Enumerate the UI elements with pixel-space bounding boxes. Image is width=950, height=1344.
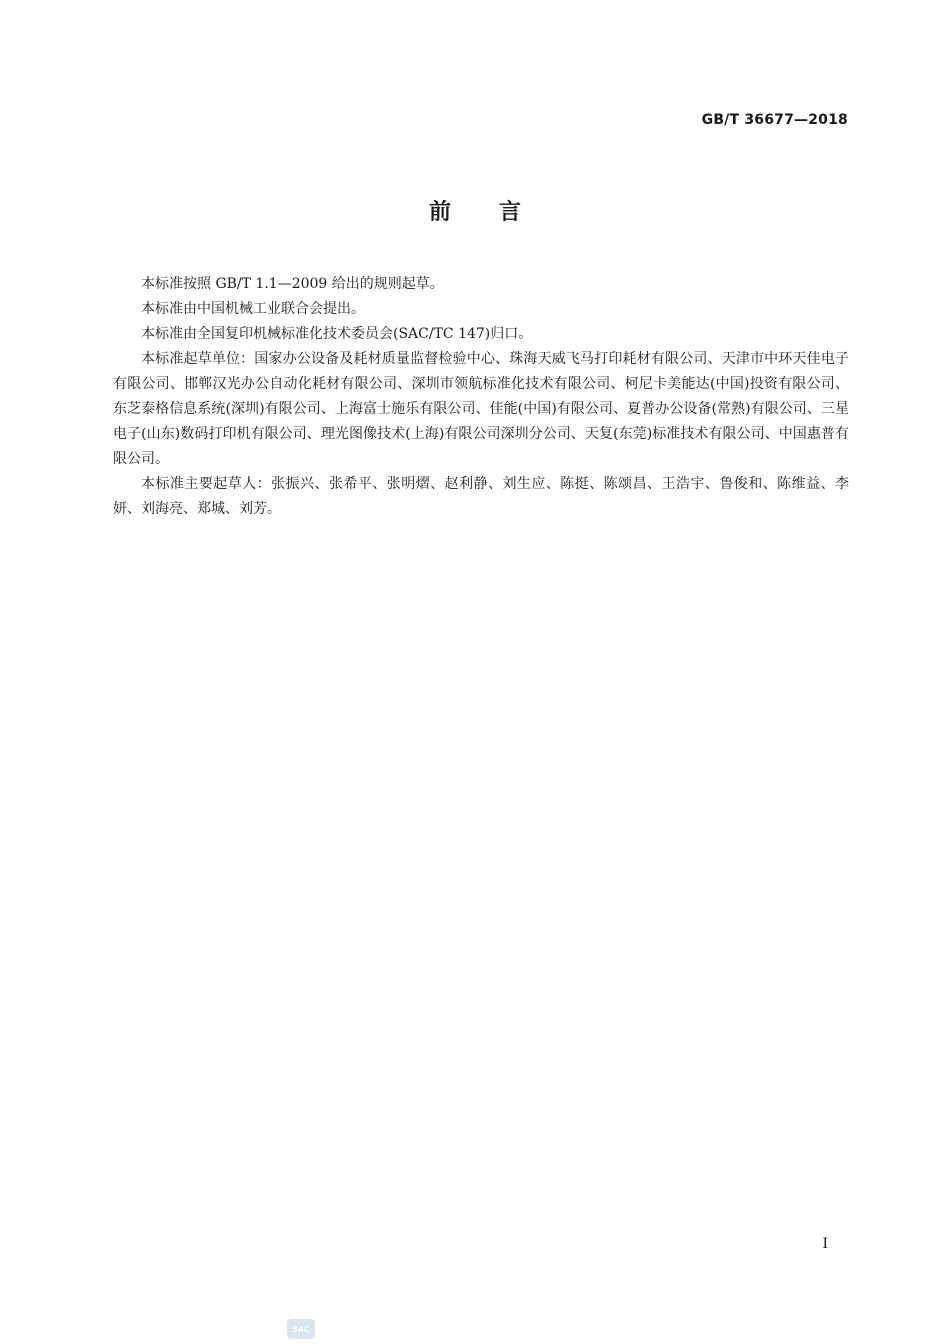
page-title: 前言 [428,200,569,225]
paragraph-proposer: 本标准由中国机械工业联合会提出。 [141,301,365,317]
paragraph-drafting-rules: 本标准按照 GB/T 1.1—2009 给出的规则起草。 [141,276,444,292]
sac-watermark-logo: SAC [287,1319,315,1339]
foreword-body [113,272,849,522]
paragraph-drafters: 本标准主要起草人：张振兴、张希平、张明熠、赵利静、刘生应、陈挺、陈颂昌、王浩宇、鲁俊和、陈维益、李妍、刘海亮、郑城、刘芳。 [113,476,849,517]
page-number: I [822,1236,828,1252]
standard-code: GB/T 36677—2018 [701,112,848,128]
paragraph-committee: 本标准由全国复印机械标准化技术委员会(SAC/TC 147)归口。 [141,326,533,342]
paragraph-drafting-units: 本标准起草单位：国家办公设备及耗材质量监督检验中心、珠海天威飞马打印耗材有限公司、天津市中环天佳电子有限公司、邯郸汉光办公自动化耗材有限公司、深圳市领航标准化技术有限公司、柯尼卡美能达(中国)投资有限公司、东芝泰格信息系统(深圳)有限公司、上海富士施乐有限公司、佳能(中国)有限公司、夏普办公设备(常熟)有限公司、三星电子(山东)数码打印机有限公司、理光图像技术(上海)有限公司深圳分公司、天复(东莞)标准技术有限公司、中国惠普有限公司。 [113,351,849,467]
